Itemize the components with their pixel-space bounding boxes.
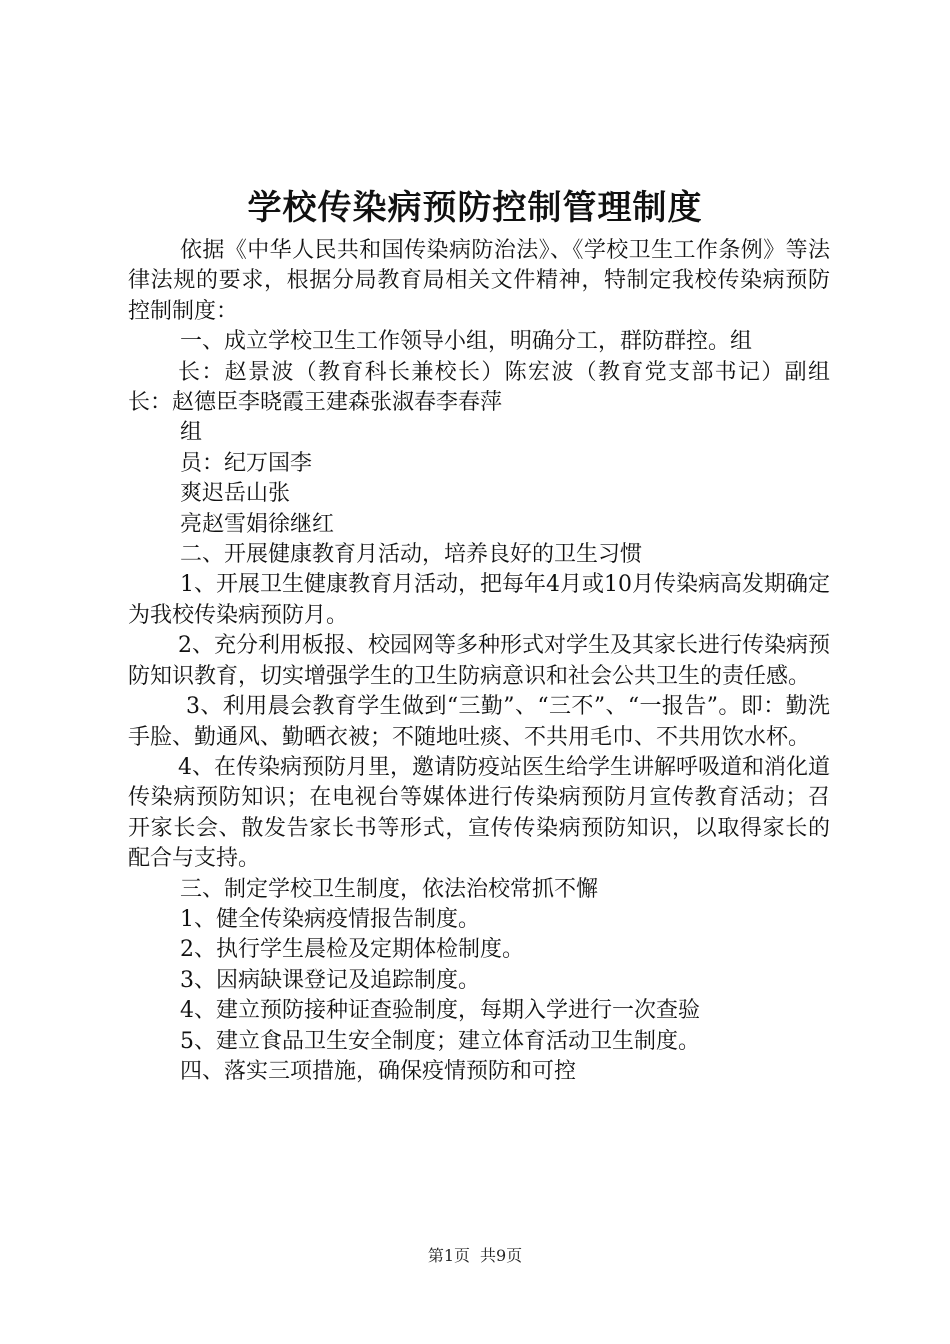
paragraph-item-3-2: 2、执行学生晨检及定期体检制度。 bbox=[180, 937, 524, 963]
paragraph-leader: 长：赵景波（教育科长兼校长）陈宏波（教育党支部书记）副组长：赵德臣李晓霞王建森张淑春李春萍 bbox=[128, 359, 830, 416]
paragraph-item-2-2: 2、充分利用板报、校园网等多种形式对学生及其家长进行传染病预防知识教育，切实增强学生的卫生防病意识和社会公共卫生的责任感。 bbox=[128, 633, 830, 689]
paragraph-section-4: 四、落实三项措施，确保疫情预防和可控 bbox=[180, 1058, 577, 1084]
paragraph-intro: 依据《中华人民共和国传染病防治法》、《学校卫生工作条例》等法律法规的要求，根据分局教育局相关文件精神，特制定我校传染病预防控制制度： bbox=[128, 238, 830, 324]
paragraph-item-2-3: 3、利用晨会教育学生做到“三勤”、“三不”、“一报告”。即：勤洗手脸、勤通风、勤晒衣被；不随地吐痰、不共用毛巾、不共用饮水杯。 bbox=[128, 694, 830, 750]
document-body bbox=[128, 236, 830, 1087]
document-title: 学校传染病预防控制管理制度 bbox=[247, 188, 703, 228]
paragraph-item-2-4: 4、在传染病预防月里，邀请防疫站医生给学生讲解呼吸道和消化道传染病预防知识；在电视台等媒体进行传染病预防月宣传教育活动；召开家长会、散发告家长书等形式，宣传传染病预防知识，以取得家长的配合与支持。 bbox=[128, 754, 830, 872]
paragraph-members-2: 爽迟岳山张 bbox=[180, 481, 291, 507]
paragraph-section-1: 一、成立学校卫生工作领导小组，明确分工，群防群控。组 bbox=[180, 329, 753, 355]
paragraph-section-3: 三、制定学校卫生制度，依法治校常抓不懈 bbox=[180, 876, 599, 902]
page-number: 第1页 bbox=[427, 1246, 470, 1265]
paragraph-members-3: 亮赵雪娟徐继红 bbox=[180, 511, 335, 537]
paragraph-item-3-5: 5、建立食品卫生安全制度；建立体育活动卫生制度。 bbox=[180, 1028, 700, 1054]
paragraph-item-2-1: 1、开展卫生健康教育月活动，把每年4月或10月传染病高发期确定为我校传染病预防月。 bbox=[128, 572, 830, 628]
paragraph-item-3-1: 1、健全传染病疫情报告制度。 bbox=[180, 906, 480, 932]
paragraph-section-2: 二、开展健康教育月活动，培养良好的卫生习惯 bbox=[180, 542, 643, 568]
paragraph-item-3-3: 3、因病缺课登记及追踪制度。 bbox=[180, 967, 480, 993]
page-footer bbox=[0, 1244, 950, 1268]
paragraph-members-1: 员：纪万国李 bbox=[180, 450, 313, 476]
paragraph-member-label: 组 bbox=[180, 420, 203, 446]
paragraph-item-3-4: 4、建立预防接种证查验制度，每期入学进行一次查验 bbox=[180, 998, 700, 1024]
page-total: 共9页 bbox=[480, 1246, 523, 1265]
